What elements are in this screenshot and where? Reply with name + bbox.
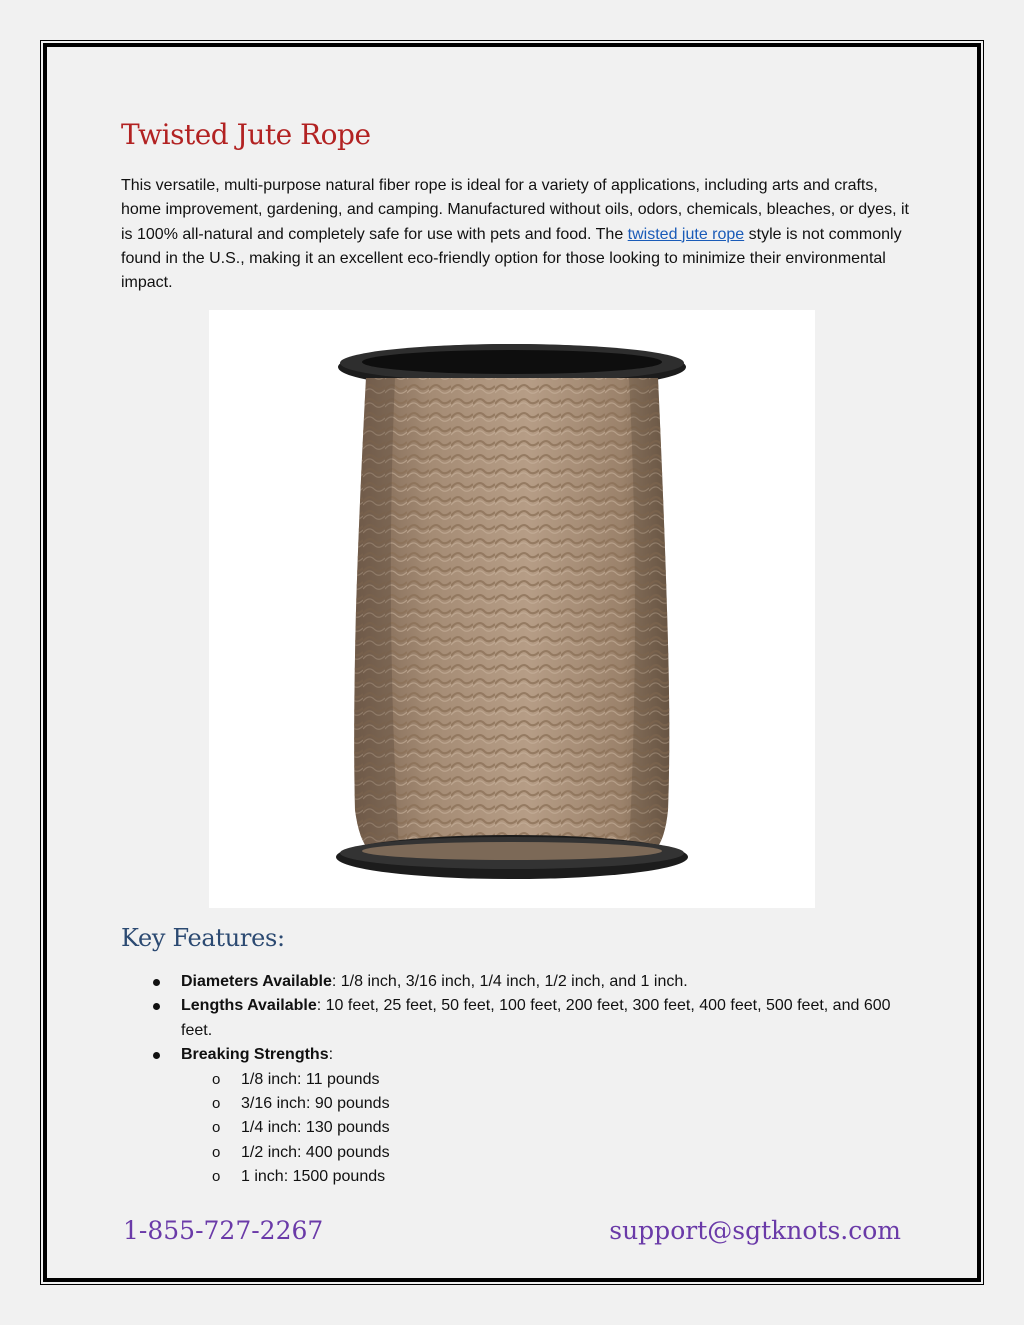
key-features-heading: Key Features: (121, 924, 285, 952)
list-item: o 1/4 inch: 130 pounds (181, 1116, 910, 1140)
list-item: o 1 inch: 1500 pounds (181, 1165, 910, 1189)
feature-label: Breaking Strengths (181, 1046, 329, 1064)
feature-text: : (328, 1046, 334, 1064)
feature-text: : 1/8 inch, 3/16 inch, 1/4 inch, 1/2 inch, and 1 inch. (331, 973, 688, 990)
key-features-list (150, 970, 910, 1190)
product-image (209, 310, 815, 908)
feature-text: : 10 feet, 25 feet, 50 feet, 100 feet, 200 feet, 300 feet, 400 feet, 500 feet, and 600 feet. (181, 997, 891, 1039)
feature-breaking-strengths (150, 1043, 910, 1189)
footer-phone[interactable]: 1-855-727-2267 (123, 1216, 324, 1245)
twisted-jute-rope-link[interactable]: twisted jute rope (627, 225, 745, 243)
intro-text-end: style is not commonly found in the U.S., making it an excellent eco-friendly option for those looking to minimize their environmental impact. (121, 225, 902, 292)
feature-lengths (150, 994, 910, 1043)
feature-diameters (150, 970, 910, 994)
feature-label: Diameters Available (181, 973, 332, 990)
list-item: o 1/2 inch: 400 pounds (181, 1141, 910, 1165)
intro-paragraph (121, 174, 911, 295)
feature-label: Lengths Available (181, 997, 317, 1015)
footer-email[interactable]: support@sgtknots.com (609, 1216, 901, 1245)
intro-text-start: This versatile, multi-purpose natural fiber rope is ideal for a variety of applications, including arts and crafts, home improvement, gardening, and camping. Manufactured without oils, odors, chemicals, bleaches, or dyes, it is 100% all-natural and completely safe for use with pets and food. The (121, 177, 909, 243)
list-item: o 1/8 inch: 11 pounds (181, 1068, 910, 1092)
page-title: Twisted Jute Rope (121, 118, 371, 151)
list-item: o 3/16 inch: 90 pounds (181, 1092, 910, 1116)
breaking-strengths-list (181, 1068, 910, 1190)
jute-spool-illustration (209, 310, 815, 908)
